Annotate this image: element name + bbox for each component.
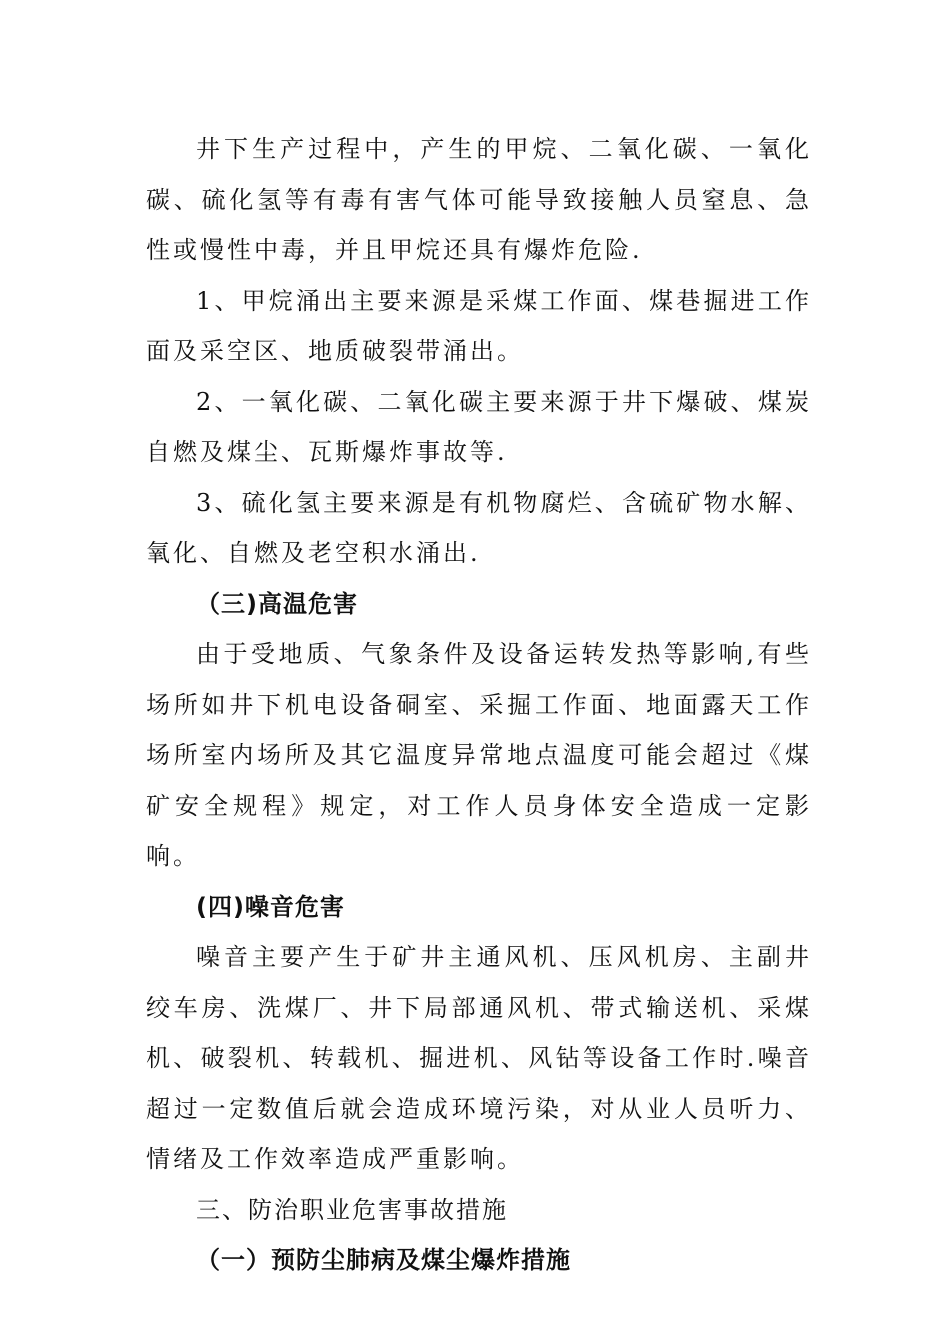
paragraph-co-co2-source: 2、一氧化碳、二氧化碳主要来源于井下爆破、煤炭自燃及煤尘、瓦斯爆炸事故等. bbox=[146, 387, 812, 466]
heading-pneumoconiosis-prevention: （一）预防尘肺病及煤尘爆炸措施 bbox=[196, 1246, 571, 1274]
paragraph-toxic-gases: 井下生产过程中，产生的甲烷、二氧化碳、一氧化碳、硫化氢等有毒有害气体可能导致接触人员窒息、急性或慢性中毒，并且甲烷还具有爆炸危险. bbox=[146, 135, 812, 264]
paragraph-h2s-source: 3、硫化氢主要来源是有机物腐烂、含硫矿物水解、氧化、自燃及老空积水涌出. bbox=[146, 488, 812, 567]
heading-noise: (四)噪音危害 bbox=[196, 892, 345, 921]
paragraph-noise: 噪音主要产生于矿井主通风机、压风机房、主副井绞车房、洗煤厂、井下局部通风机、带式输送机、采煤机、破裂机、转载机、掘进机、风钻等设备工作时.噪音超过一定数值后就会造成环境污染，对从业人员听力、情绪及工作效率造成严重影响。 bbox=[146, 943, 812, 1173]
paragraph-high-temperature: 由于受地质、气象条件及设备运转发热等影响,有些场所如井下机电设备硐室、采掘工作面、地面露天工作场所室内场所及其它温度异常地点温度可能会超过《煤矿安全规程》规定，对工作人员身体安全造成一定影响。 bbox=[146, 640, 812, 870]
paragraph-methane-source: 1、甲烷涌出主要来源是采煤工作面、煤巷掘进工作面及采空区、地质破裂带涌出。 bbox=[146, 286, 812, 365]
heading-prevention-measures: 三、防治职业危害事故措施 bbox=[196, 1195, 508, 1224]
document-page bbox=[146, 124, 812, 1286]
heading-high-temperature: （三)高温危害 bbox=[196, 589, 358, 618]
